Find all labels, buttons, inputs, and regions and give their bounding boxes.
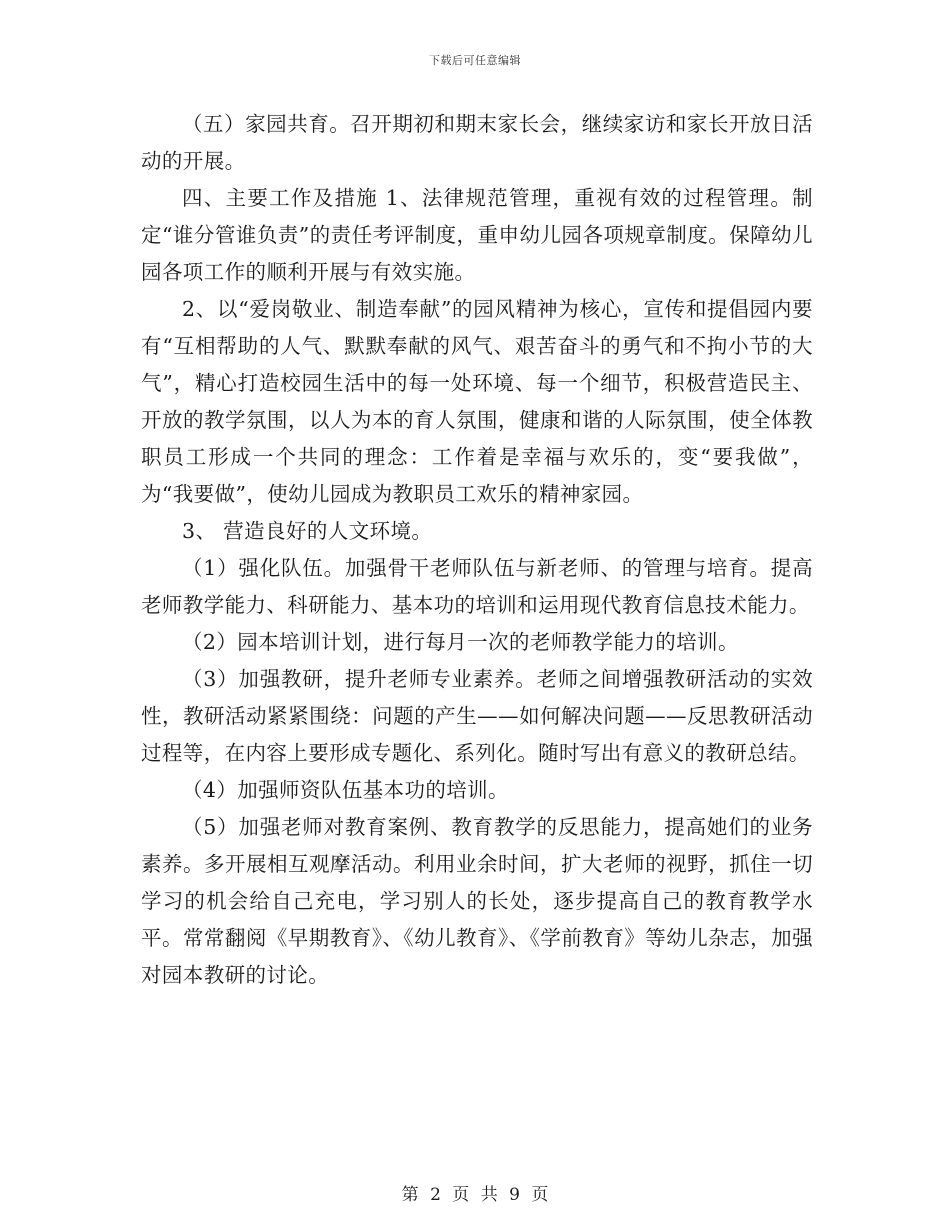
page-header-note: 下载后可任意编辑 <box>429 54 521 67</box>
paragraph-environment: 3、 营造良好的人文环境。 <box>182 519 433 543</box>
paragraph-reflection: （5）加强老师对教育案例、教育教学的反思能力，提高她们的业务素养。多开展相互观摩活动。利用业余时间，扩大老师的视野，抓住一切学习的机会给自己充电，学习别人的长处，逐步提高自己的教育教学水平。常常翻阅《早期教育》、《幼儿教育》、《学前教育》等幼儿杂志，加强对园本教研的讨论。 <box>141 815 813 987</box>
paragraph-research: （3）加强教研，提升老师专业素养。老师之间增强教研活动的实效性，教研活动紧紧围绕：问题的产生——如何解决问题——反思教研活动过程等，在内容上要形成专题化、系列化。随时写出有意义的教研总结。 <box>141 667 813 765</box>
document-body <box>141 106 813 994</box>
paragraph-main-work: 四、主要工作及措施 1、法律规范管理，重视有效的过程管理。制定“谁分管谁负责”的责任考评制度，重申幼儿园各项规章制度。保障幼儿园各项工作的顺利开展与有效实施。 <box>141 186 813 284</box>
paragraph-team: （1）强化队伍。加强骨干老师队伍与新老师、的管理与培育。提高老师教学能力、科研能力、基本功的培训和运用现代教育信息技术能力。 <box>141 556 813 617</box>
paragraph-home-school: （五）家园共育。召开期初和期末家长会，继续家访和家长开放日活动的开展。 <box>141 112 813 173</box>
paragraph-garden-spirit: 2、以“爱岗敬业、制造奉献”的园风精神为核心，宣传和提倡园内要有“互相帮助的人气、默默奉献的风气、艰苦奋斗的勇气和不拘小节的大气”，精心打造校园生活中的每一处环境、每一个细节，积极营造民主、开放的教学氛围，以人为本的育人氛围，健康和谐的人际氛围，使全体教职员工形成一个共同的理念：工作着是幸福与欢乐的，变“要我做”，为“我要做”，使幼儿园成为教职员工欢乐的精神家园。 <box>141 297 813 506</box>
paragraph-basic-skills: （4）加强师资队伍基本功的培训。 <box>182 778 509 802</box>
paragraph-training-plan: （2）园本培训计划，进行每月一次的老师教学能力的培训。 <box>182 630 739 654</box>
page-number: 第 2 页 共 9 页 <box>401 1185 549 1205</box>
